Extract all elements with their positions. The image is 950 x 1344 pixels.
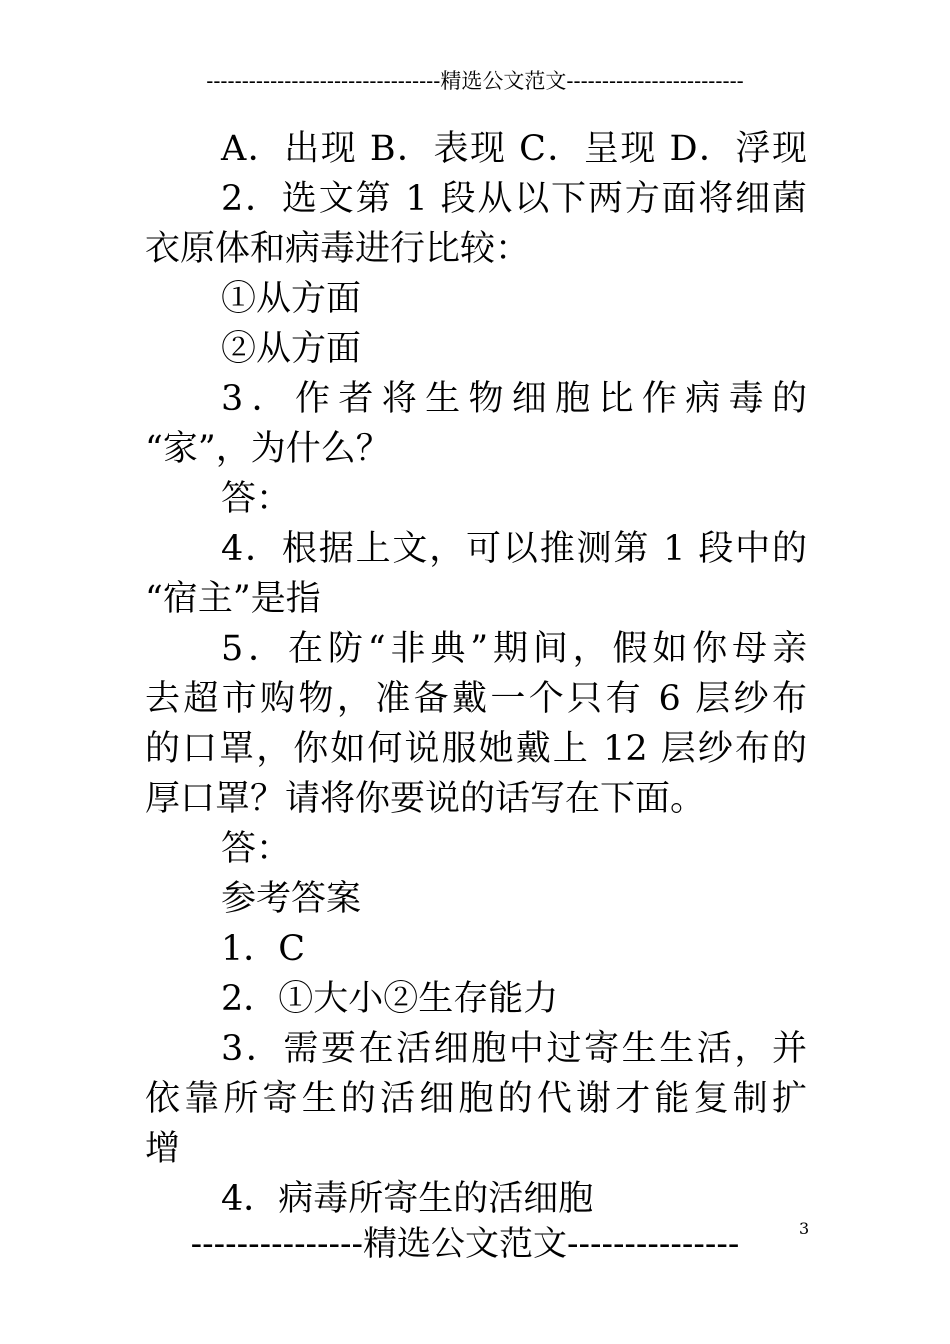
q1-options: A．出现 B．表现 C．呈现 D．浮现	[221, 129, 807, 169]
answer-1: 1．C	[221, 929, 306, 969]
answer-3-line-1: 3．需要在活细胞中过寄生生活，并	[221, 1029, 807, 1069]
page-number: 3	[799, 1219, 810, 1238]
q5-line-4: 厚口罩？请将你要说的话写在下面。	[145, 779, 706, 819]
q5-line-3: 的口罩，你如何说服她戴上 12 层纱布的	[145, 729, 807, 769]
q3-answer-label: 答：	[221, 479, 292, 519]
q5-line-1: 5．在防“非典”期间，假如你母亲	[221, 629, 807, 669]
q2-line-2: 衣原体和病毒进行比较：	[145, 229, 531, 269]
document-body	[145, 124, 807, 1224]
answer-3-line-2: 依靠所寄生的活细胞的代谢才能复制扩	[145, 1079, 807, 1119]
q5-answer-label: 答：	[221, 829, 292, 869]
q2-item-1: ①从方面	[221, 279, 362, 319]
answer-3-line-3: 增	[145, 1129, 181, 1169]
q4-line-1: 4．根据上文，可以推测第 1 段中的	[221, 529, 807, 569]
answer-2: 2．①大小②生存能力	[221, 979, 559, 1019]
answer-4: 4．病毒所寄生的活细胞	[221, 1179, 594, 1219]
page-footer: ---------------精选公文范文---------------	[190, 1224, 740, 1264]
q5-line-2: 去超市购物，准备戴一个只有 6 层纱布	[145, 679, 807, 719]
q3-line-1: 3．作者将生物细胞比作病毒的	[221, 379, 807, 419]
answers-heading: 参考答案	[221, 879, 362, 919]
page-header: ---------------------------------精选公文范文-------------------------	[206, 69, 744, 93]
q3-line-2: “家”，为什么？	[145, 429, 391, 469]
q4-line-2: “宿主”是指	[145, 579, 321, 619]
q2-line-1: 2．选文第 1 段从以下两方面将细菌	[221, 179, 807, 219]
q2-item-2: ②从方面	[221, 329, 362, 369]
